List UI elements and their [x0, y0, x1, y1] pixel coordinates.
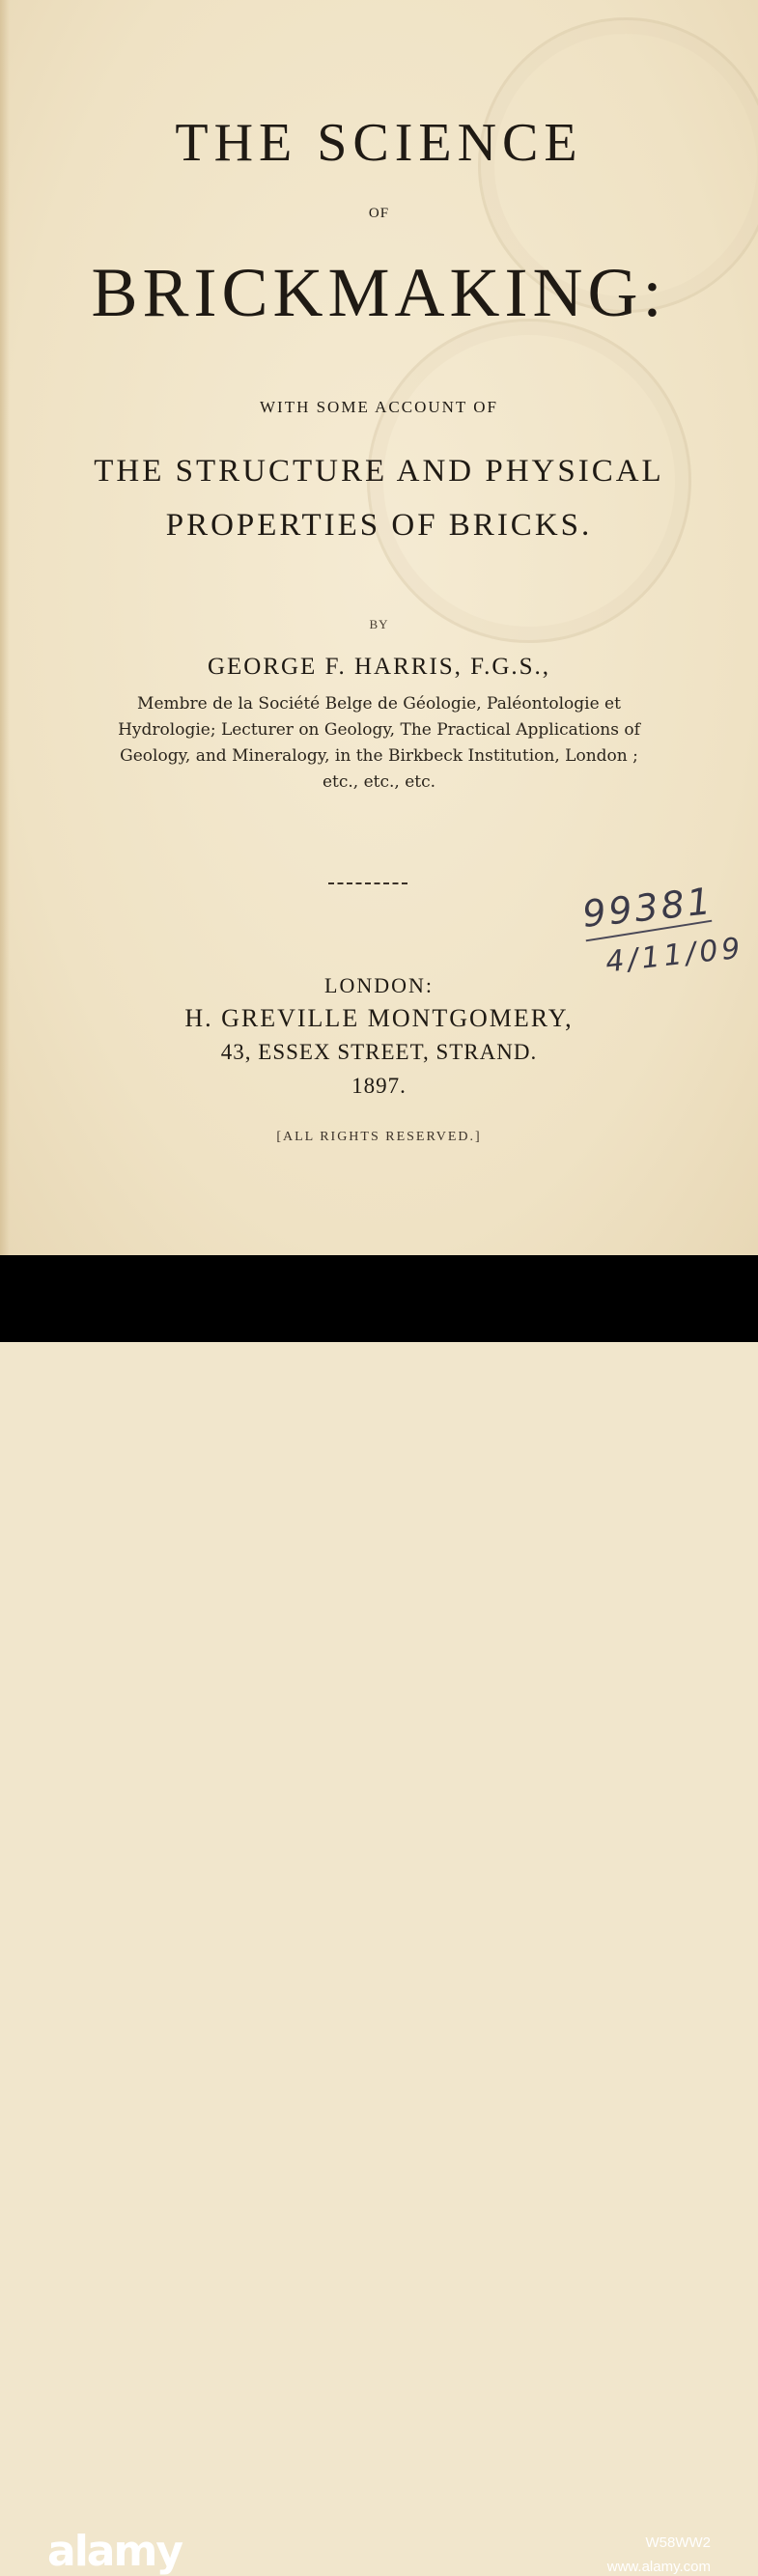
rights-notice: [ALL RIGHTS RESERVED.]: [276, 1130, 482, 1144]
author-name: GEORGE F. HARRIS, F.G.S.,: [207, 654, 551, 680]
imprint-year: 1897.: [351, 1074, 407, 1098]
imprint-address: 43, ESSEX STREET, STRAND.: [220, 1040, 538, 1064]
by-label: BY: [369, 617, 389, 631]
alamy-logo: alamy: [47, 2527, 182, 2576]
author-credentials-line: Hydrologie; Lecturer on Geology, The Practical Applications of: [118, 720, 640, 740]
title-line-2: BRICKMAKING:: [91, 254, 667, 331]
image-id: W58WW2: [645, 2534, 711, 2551]
imprint-publisher: H. GREVILLE MONTGOMERY,: [184, 1004, 574, 1032]
site-url: www.alamy.com: [606, 2559, 711, 2575]
author-credentials-line: Geology, and Mineralogy, in the Birkbeck Institution, London ;: [120, 746, 638, 766]
subtitle-line-1: WITH SOME ACCOUNT OF: [259, 398, 498, 416]
author-credentials-line: etc., etc., etc.: [322, 772, 436, 792]
imprint-city: LONDON:: [324, 973, 434, 997]
title-of: OF: [368, 206, 390, 221]
section-divider: [328, 882, 407, 884]
subtitle-line-3: PROPERTIES OF BRICKS.: [165, 508, 593, 543]
handwritten-date: 4/11/09: [604, 931, 746, 980]
title-page: [0, 0, 758, 1255]
title-line-1: THE SCIENCE: [175, 113, 583, 173]
watermark-footer: [0, 1255, 758, 2576]
handwritten-accession-number: 99381: [580, 880, 716, 936]
subtitle-line-2: THE STRUCTURE AND PHYSICAL: [94, 454, 664, 489]
author-credentials-line: Membre de la Société Belge de Géologie, Paléontologie et: [137, 694, 621, 714]
